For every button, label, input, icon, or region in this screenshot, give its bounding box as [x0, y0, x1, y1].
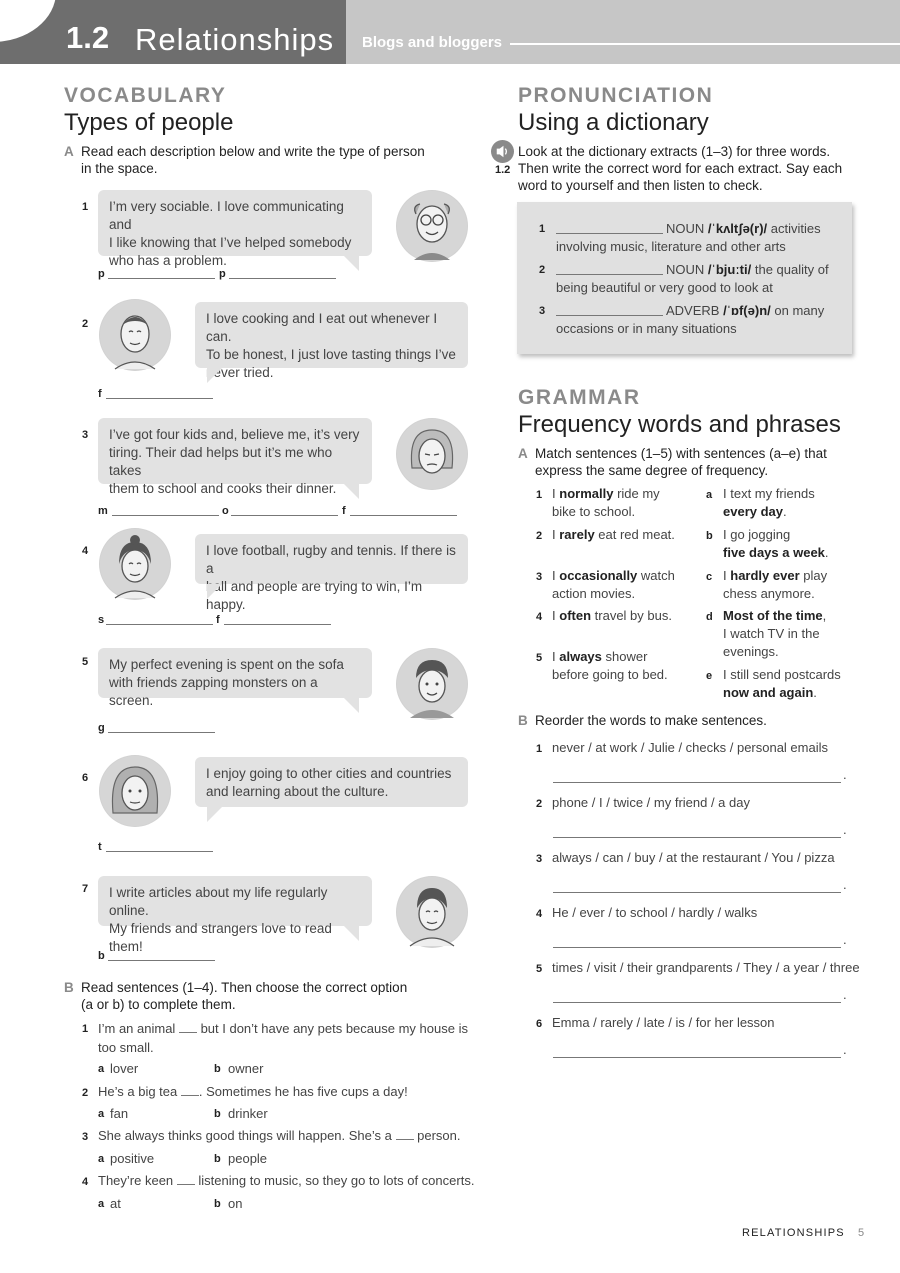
item-number: 5 [536, 963, 543, 975]
sentence-part: He’s a big tea [98, 1084, 178, 1099]
answer-letter: g [98, 722, 105, 734]
grammar-title: Frequency words and phrases [518, 411, 841, 438]
bubble-line: I like knowing that I’ve helped somebody [109, 235, 352, 250]
part-of-speech: NOUN [666, 221, 705, 236]
definition-line2: being beautiful or very good to look at [556, 280, 773, 295]
match-option-line2: I watch TV in the [723, 626, 820, 641]
sentence-part: I [552, 608, 556, 623]
option-b[interactable]: on [228, 1196, 243, 1211]
sentence-part: I [723, 568, 727, 583]
item-number: 6 [82, 772, 89, 784]
sentence [98, 1172, 478, 1190]
answer-blank[interactable] [106, 398, 213, 399]
bubble-tail [344, 698, 359, 713]
page-header [0, 0, 900, 64]
match-sentence-line2: action movies. [552, 586, 636, 601]
frequency-phrase: Most of the time [723, 608, 823, 623]
sentence-part: ride my [617, 486, 660, 501]
answer-blank[interactable] [556, 274, 663, 275]
option-letter: a [706, 489, 713, 501]
speech-bubble [195, 302, 468, 380]
full-stop: . [843, 987, 847, 1002]
answer-blank[interactable] [224, 624, 331, 625]
frequency-word: normally [559, 486, 614, 501]
match-sentence-line2: before going to bed. [552, 667, 668, 682]
answer-blank[interactable] [112, 515, 219, 516]
frequency-phrase: now and again [723, 685, 814, 700]
jumbled-words: phone / I / twice / my friend / a day [552, 795, 750, 810]
grammar-section-a-letter: A [518, 446, 528, 461]
item-number: 1 [536, 743, 543, 755]
match-option[interactable] [723, 607, 826, 625]
punctuation: . [824, 545, 829, 560]
answer-blank[interactable] [556, 315, 663, 316]
audio-icon[interactable] [491, 140, 514, 163]
extract-number: 3 [539, 305, 546, 317]
item-number: 3 [82, 1131, 89, 1143]
answer-letter: s [98, 614, 105, 626]
extract-number: 1 [539, 223, 546, 235]
match-option[interactable] [723, 567, 827, 585]
item-number: 4 [536, 908, 543, 920]
option-a-letter: a [98, 1108, 105, 1120]
option-a-letter: a [98, 1153, 105, 1165]
sentence-part: listening to music, so they go to lots of concerts. [198, 1173, 475, 1188]
answer-blank[interactable] [350, 515, 457, 516]
item-number: 3 [536, 571, 543, 583]
option-a-letter: a [98, 1198, 105, 1210]
sentence-part: watch [640, 568, 675, 583]
option-letter: c [706, 571, 713, 583]
avatar-young-man [99, 299, 171, 371]
full-stop: . [843, 822, 847, 837]
avatar-old-man [396, 190, 468, 262]
speech-bubble [195, 534, 468, 612]
gap-blank[interactable] [177, 1184, 195, 1185]
full-stop: . [843, 877, 847, 892]
lesson-subtitle: Blogs and bloggers [362, 34, 503, 51]
answer-letter: f [342, 505, 346, 517]
sentence-part: I [552, 486, 556, 501]
part-of-speech: NOUN [666, 262, 705, 277]
jumbled-words: Emma / rarely / late / is / for her lesson [552, 1015, 775, 1030]
frequency-phrase: five days a week [723, 545, 825, 560]
full-stop: . [843, 767, 847, 782]
answer-blank[interactable] [108, 278, 215, 279]
match-option[interactable]: I still send postcards [723, 667, 841, 682]
option-a[interactable]: at [110, 1196, 121, 1211]
sentence-part: shower [605, 649, 648, 664]
sentence-part: eat red meat. [598, 527, 675, 542]
frequency-word: always [559, 649, 602, 664]
answer-letter: f [98, 388, 102, 400]
bubble-line: I’m very sociable. I love communicating and [109, 199, 344, 232]
grammar-section-b-letter: B [518, 713, 528, 728]
item-number: 2 [536, 798, 543, 810]
gap-blank[interactable] [181, 1095, 199, 1096]
avatar-sporty-woman [99, 528, 171, 600]
frequency-phrase: every day [723, 504, 783, 519]
avatar-tired-woman [396, 418, 468, 490]
answer-blank[interactable] [229, 278, 336, 279]
avatar-blogger [396, 876, 468, 948]
item-number: 4 [82, 545, 89, 557]
sentence-part: travel by bus. [594, 608, 672, 623]
bubble-line: I love football, rugby and tennis. If there is a [206, 543, 456, 576]
bubble-line: them to school and cooks their dinner. [109, 481, 337, 496]
answer-letter: f [216, 614, 220, 626]
match-sentence[interactable] [552, 526, 675, 544]
answer-letter: o [222, 505, 229, 517]
audio-track-number: 1.2 [495, 164, 511, 176]
answer-blank[interactable] [106, 624, 213, 625]
item-number: 1 [82, 1023, 89, 1035]
sentence-continued: too small. [98, 1040, 154, 1055]
option-b[interactable]: people [228, 1151, 268, 1166]
item-number: 2 [82, 318, 89, 330]
vocab-section-b-letter: B [64, 980, 74, 995]
ipa-transcription: /ˈbjuːti/ [707, 262, 752, 277]
bubble-tail [207, 584, 222, 599]
frequency-phrase: hardly ever [730, 568, 800, 583]
frequency-word: occasionally [559, 568, 638, 583]
frequency-word: rarely [559, 527, 595, 542]
match-option-line2 [723, 544, 829, 562]
bubble-tail [344, 256, 359, 271]
answer-letter: t [98, 841, 102, 853]
option-letter: b [706, 530, 713, 542]
part-of-speech: ADVERB [666, 303, 720, 318]
bubble-line: I write articles about my life regularly online. [109, 885, 328, 918]
jumbled-words: He / ever / to school / hardly / walks [552, 905, 758, 920]
header-rule [510, 43, 900, 45]
item-number: 4 [536, 611, 543, 623]
sentence-part: I [552, 568, 556, 583]
punctuation: , [822, 608, 827, 623]
sentence-answer-line[interactable] [553, 837, 841, 838]
sentence-answer-line[interactable] [553, 1057, 841, 1058]
sentence-answer-line[interactable] [553, 947, 841, 948]
vocab-a-instruction-line2: in the space. [81, 161, 158, 176]
sentence-part: . Sometimes he has five cups a day! [198, 1084, 408, 1099]
answer-blank[interactable] [556, 233, 663, 234]
vocabulary-label: VOCABULARY [64, 84, 227, 107]
punctuation: . [783, 504, 787, 519]
sentence-part: I [552, 527, 556, 542]
bubble-line: never tried. [206, 365, 274, 380]
answer-blank[interactable] [108, 732, 215, 733]
sentence-part: I’m an animal [98, 1021, 176, 1036]
speech-bubble [98, 648, 372, 708]
sentence [98, 1020, 468, 1038]
vocab-section-a-letter: A [64, 144, 74, 159]
match-option[interactable]: I text my friends [723, 486, 815, 501]
item-number: 7 [82, 883, 89, 895]
option-letter: d [706, 611, 713, 623]
pronunciation-title: Using a dictionary [518, 109, 709, 136]
answer-letter: m [98, 505, 108, 517]
match-sentence[interactable] [552, 648, 647, 666]
full-stop: . [843, 932, 847, 947]
bubble-tail [344, 926, 359, 941]
grammar-label: GRAMMAR [518, 386, 641, 409]
sentence-answer-line[interactable] [553, 1002, 841, 1003]
option-a[interactable]: positive [110, 1151, 155, 1166]
grammar-b-instruction: Reorder the words to make sentences. [535, 713, 767, 728]
full-stop: . [843, 1042, 847, 1057]
definition-line2: occasions or in many situations [556, 321, 737, 336]
sentence-part: They’re keen [98, 1173, 174, 1188]
ipa-transcription: /ˈɒf(ə)n/ [723, 303, 771, 318]
item-number: 4 [82, 1176, 89, 1188]
match-option-line2: chess anymore. [723, 586, 815, 601]
grammar-a-instruction-line1: Match sentences (1–5) with sentences (a–e) that [535, 446, 827, 461]
jumbled-words: always / can / buy / at the restaurant / You / pizza [552, 850, 835, 865]
item-number: 5 [82, 656, 89, 668]
pronunciation-label: PRONUNCIATION [518, 84, 714, 107]
unit-title: Relationships [135, 22, 335, 57]
match-option-line2 [723, 684, 817, 702]
bubble-line: with friends zapping monsters on a screen. [109, 675, 318, 708]
punctuation: . [813, 685, 817, 700]
option-b[interactable]: owner [228, 1061, 264, 1076]
bubble-line: who has a problem. [109, 253, 227, 268]
definition-part: activities [770, 221, 821, 236]
match-option-line2 [723, 503, 787, 521]
bubble-line: and learning about the culture. [206, 784, 389, 799]
sentence [98, 1127, 468, 1145]
pron-instruction-line2: Then write the correct word for each extract. Say each [518, 161, 843, 176]
extract-entry [666, 261, 829, 279]
option-a[interactable]: lover [110, 1061, 139, 1076]
vocabulary-title: Types of people [64, 109, 234, 136]
item-number: 2 [82, 1087, 89, 1099]
speech-bubble [195, 757, 468, 807]
option-b-letter: b [214, 1063, 221, 1075]
item-number: 1 [82, 201, 89, 213]
sentence-answer-line[interactable] [553, 892, 841, 893]
speech-bubble [98, 190, 372, 268]
bubble-tail [207, 368, 222, 383]
jumbled-words: never / at work / Julie / checks / personal emails [552, 740, 829, 755]
match-sentence[interactable] [552, 607, 672, 625]
header-light-band [346, 0, 900, 64]
answer-blank[interactable] [231, 515, 338, 516]
option-a[interactable]: fan [110, 1106, 129, 1121]
speech-bubble [98, 876, 372, 954]
bubble-line: I’ve got four kids and, believe me, it’s very [109, 427, 360, 442]
bubble-line: My friends and strangers love to read them! [109, 921, 332, 954]
bubble-line: My perfect evening is spent on the sofa [109, 657, 344, 672]
option-b-letter: b [214, 1153, 221, 1165]
bubble-line: To be honest, I just love tasting things I’ve [206, 347, 456, 362]
gap-blank[interactable] [179, 1032, 197, 1033]
match-sentence[interactable] [552, 485, 660, 503]
sentence-answer-line[interactable] [553, 782, 841, 783]
vocab-b-instruction-line1: Read sentences (1–4). Then choose the correct option [81, 980, 408, 995]
sentence-part: play [803, 568, 828, 583]
footer-unit-label: RELATIONSHIPS [742, 1227, 845, 1239]
definition-line2: involving music, literature and other arts [556, 239, 786, 254]
extract-number: 2 [539, 264, 546, 276]
answer-letter: b [98, 950, 105, 962]
item-number: 5 [536, 652, 543, 664]
item-number: 3 [536, 853, 543, 865]
grammar-a-instruction-line2: express the same degree of frequency. [535, 463, 769, 478]
match-sentence[interactable] [552, 567, 675, 585]
option-b-letter: b [214, 1108, 221, 1120]
sentence-part: but I don’t have any pets because my house is [200, 1021, 468, 1036]
bubble-tail [207, 807, 222, 822]
extract-entry [666, 220, 821, 238]
item-number: 2 [536, 530, 543, 542]
answer-blank[interactable] [108, 960, 215, 961]
answer-letter: p [219, 268, 226, 280]
bubble-line: I love cooking and I eat out whenever I can. [206, 311, 438, 344]
item-number: 6 [536, 1018, 543, 1030]
answer-letter: p [98, 268, 105, 280]
option-b[interactable]: drinker [228, 1106, 268, 1121]
unit-number: 1.2 [66, 20, 110, 55]
extract-entry [666, 302, 824, 320]
bubble-line: ball and people are trying to win, I’m happy. [206, 579, 423, 612]
match-option-line3: evenings. [723, 644, 779, 659]
item-number: 3 [82, 429, 89, 441]
definition-part: on many [774, 303, 825, 318]
bubble-tail [344, 484, 359, 499]
page-number: 5 [858, 1227, 865, 1239]
pron-instruction-line3: word to yourself and then listen to check. [518, 178, 763, 193]
ipa-transcription: /ˈkʌltʃə(r)/ [707, 221, 768, 236]
definition-part: the quality of [754, 262, 829, 277]
item-number: 1 [536, 489, 543, 501]
frequency-word: often [559, 608, 592, 623]
sentence-part: I [552, 649, 556, 664]
option-letter: e [706, 670, 713, 682]
pron-instruction-line1: Look at the dictionary extracts (1–3) for three words. [518, 144, 831, 159]
option-b-letter: b [214, 1198, 221, 1210]
option-a-letter: a [98, 1063, 105, 1075]
answer-blank[interactable] [106, 851, 213, 852]
sentence-part: person. [417, 1128, 461, 1143]
sentence-part: She always thinks good things will happen. She’s a [98, 1128, 392, 1143]
jumbled-words: times / visit / their grandparents / They / a year / three [552, 960, 860, 975]
match-sentence-line2: bike to school. [552, 504, 636, 519]
sentence [98, 1083, 468, 1101]
match-option[interactable]: I go jogging [723, 527, 791, 542]
avatar-traveller-woman [99, 755, 171, 827]
bubble-line: tiring. Their dad helps but it’s me who takes [109, 445, 333, 478]
vocab-b-instruction-line2: (a or b) to complete them. [81, 997, 236, 1012]
speech-bubble [98, 418, 372, 496]
avatar-gamer [396, 648, 468, 720]
bubble-line: I enjoy going to other cities and countries [206, 766, 452, 781]
vocab-a-instruction-line1: Read each description below and write the type of person [81, 144, 425, 159]
gap-blank[interactable] [396, 1139, 414, 1140]
